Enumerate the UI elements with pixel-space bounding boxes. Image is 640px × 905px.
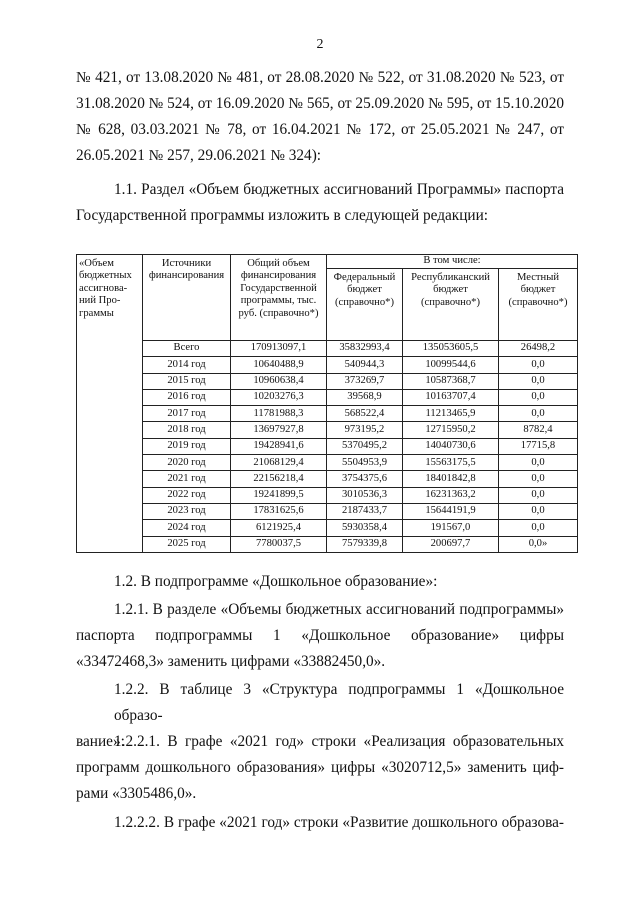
row-total: 7780037,5 [231, 536, 327, 552]
section-1-2-2-1-line: программ дошкольного образования» цифры «3020712,5» заменить циф- [76, 759, 564, 776]
row-local: 0,0 [499, 520, 578, 536]
table-row [77, 520, 578, 536]
row-label: 2015 год [143, 373, 231, 389]
row-total: 19428941,6 [231, 438, 327, 454]
header-including: В том числе: [327, 255, 578, 269]
section-1-2-1-line: «33472468,3» заменить цифрами «33882450,0». [76, 653, 386, 670]
row-local: 0,0 [499, 471, 578, 487]
row-republican: 18401842,8 [403, 471, 499, 487]
row-republican: 200697,7 [403, 536, 499, 552]
row-label: 2019 год [143, 438, 231, 454]
row-total: 13697927,8 [231, 422, 327, 438]
row-label: 2021 год [143, 471, 231, 487]
row-republican: 10587368,7 [403, 373, 499, 389]
header-local: Местный бюджет (справочно*) [499, 269, 578, 341]
header-federal: Федеральный бюджет (справочно*) [327, 269, 403, 341]
row-republican: 15644191,9 [403, 503, 499, 519]
section-1-1-line: Государственной программы изложить в следующей редакции: [76, 207, 489, 224]
section-1-2-2-1-line: рами «3305486,0». [76, 785, 197, 802]
row-republican: 12715950,2 [403, 422, 499, 438]
row-label: 2025 год [143, 536, 231, 552]
table-row [77, 373, 578, 389]
table-row [77, 536, 578, 552]
row-republican: 135053605,5 [403, 341, 499, 357]
section-1-2-2-line: 1.2.2. В таблице 3 «Структура подпрограммы 1 «Дошкольное образо- [114, 681, 564, 724]
row-total: 11781988,3 [231, 406, 327, 422]
row-local: 17715,8 [499, 438, 578, 454]
row-republican: 16231363,2 [403, 487, 499, 503]
row-federal: 5370495,2 [327, 438, 403, 454]
row-federal: 568522,4 [327, 406, 403, 422]
row-republican: 191567,0 [403, 520, 499, 536]
row-label: 2017 год [143, 406, 231, 422]
row-federal: 3010536,3 [327, 487, 403, 503]
section-1-2-1-line: паспорта подпрограммы 1 «Дошкольное образование» цифры [76, 627, 564, 644]
row-republican: 14040730,6 [403, 438, 499, 454]
section-1-2-2-2-paragraph [76, 810, 564, 836]
table-row [77, 389, 578, 405]
row-federal: 7579339,8 [327, 536, 403, 552]
row-label: 2014 год [143, 357, 231, 373]
row-label: 2024 год [143, 520, 231, 536]
row-federal: 373269,7 [327, 373, 403, 389]
row-label: 2016 год [143, 389, 231, 405]
page-number: 2 [316, 37, 324, 52]
row-total: 10203276,3 [231, 389, 327, 405]
row-federal: 35832993,4 [327, 341, 403, 357]
row-total: 10640488,9 [231, 357, 327, 373]
section-1-2-2-line: вание»: [76, 733, 125, 750]
table-row [77, 487, 578, 503]
section-1-1-paragraph [76, 177, 564, 229]
table-row [77, 357, 578, 373]
row-federal: 5930358,4 [327, 520, 403, 536]
intro-line: № 628, 03.03.2021 № 78, от 16.04.2021 № 172, от 25.05.2021 № 247, от [76, 121, 564, 138]
table-row [77, 503, 578, 519]
row-local: 0,0» [499, 536, 578, 552]
row-local: 0,0 [499, 487, 578, 503]
section-1-2-1-paragraph [76, 597, 564, 675]
section-1-2-paragraph [76, 569, 564, 595]
row-total: 22156218,4 [231, 471, 327, 487]
row-total: 19241899,5 [231, 487, 327, 503]
row-federal: 2187433,7 [327, 503, 403, 519]
row-total: 6121925,4 [231, 520, 327, 536]
row-republican: 10163707,4 [403, 389, 499, 405]
intro-paragraph [76, 65, 564, 169]
row-label: 2023 год [143, 503, 231, 519]
row-label: 2020 год [143, 455, 231, 471]
row-total: 17831625,6 [231, 503, 327, 519]
intro-line: № 421, от 13.08.2020 № 481, от 28.08.2020 № 522, от 31.08.2020 № 523, от [76, 69, 564, 86]
row-local: 0,0 [499, 389, 578, 405]
row-label: Всего [143, 341, 231, 357]
row-republican: 10099544,6 [403, 357, 499, 373]
row-local: 0,0 [499, 373, 578, 389]
section-1-1-line: 1.1. Раздел «Объем бюджетных ассигнований Программы» паспорта [114, 181, 564, 198]
table-row [77, 422, 578, 438]
row-local: 0,0 [499, 503, 578, 519]
header-republican: Республиканский бюджет (справочно*) [403, 269, 499, 341]
table-row [77, 406, 578, 422]
row-federal: 39568,9 [327, 389, 403, 405]
row-republican: 11213465,9 [403, 406, 499, 422]
row-total: 170913097,1 [231, 341, 327, 357]
row-federal: 5504953,9 [327, 455, 403, 471]
row-total: 21068129,4 [231, 455, 327, 471]
intro-line: 26.05.2021 № 257, 29.06.2021 № 324): [76, 147, 322, 164]
header-source: Источники финансирования [143, 255, 231, 341]
row-total: 10960638,4 [231, 373, 327, 389]
table-row [77, 438, 578, 454]
budget-table [76, 254, 578, 553]
row-local: 0,0 [499, 357, 578, 373]
intro-line: 31.08.2020 № 524, от 16.09.2020 № 565, от 25.09.2020 № 595, от 15.10.2020 [76, 95, 564, 112]
section-1-2-2-2-line: 1.2.2.2. В графе «2021 год» строки «Развитие дошкольного образова- [114, 814, 564, 831]
section-1-2-line: 1.2. В подпрограмме «Дошкольное образование»: [114, 573, 438, 590]
row-federal: 973195,2 [327, 422, 403, 438]
section-1-2-2-1-line: 1.2.2.1. В графе «2021 год» строки «Реализация образовательных [114, 733, 564, 750]
table-row [77, 455, 578, 471]
row-local: 8782,4 [499, 422, 578, 438]
table-row-label: «Объем бюджетных ассигнова-ний Про-граммы [77, 255, 143, 553]
header-total: Общий объем финансирования Государственной программы, тыс. руб. (справочно*) [231, 255, 327, 341]
row-republican: 15563175,5 [403, 455, 499, 471]
row-federal: 3754375,6 [327, 471, 403, 487]
table-row [77, 341, 578, 357]
row-local: 26498,2 [499, 341, 578, 357]
row-label: 2018 год [143, 422, 231, 438]
row-local: 0,0 [499, 406, 578, 422]
section-1-2-2-1-paragraph [76, 729, 564, 807]
section-1-2-1-line: 1.2.1. В разделе «Объемы бюджетных ассигнований подпрограммы» [114, 601, 564, 618]
row-local: 0,0 [499, 455, 578, 471]
row-federal: 540944,3 [327, 357, 403, 373]
row-label: 2022 год [143, 487, 231, 503]
table-row [77, 471, 578, 487]
